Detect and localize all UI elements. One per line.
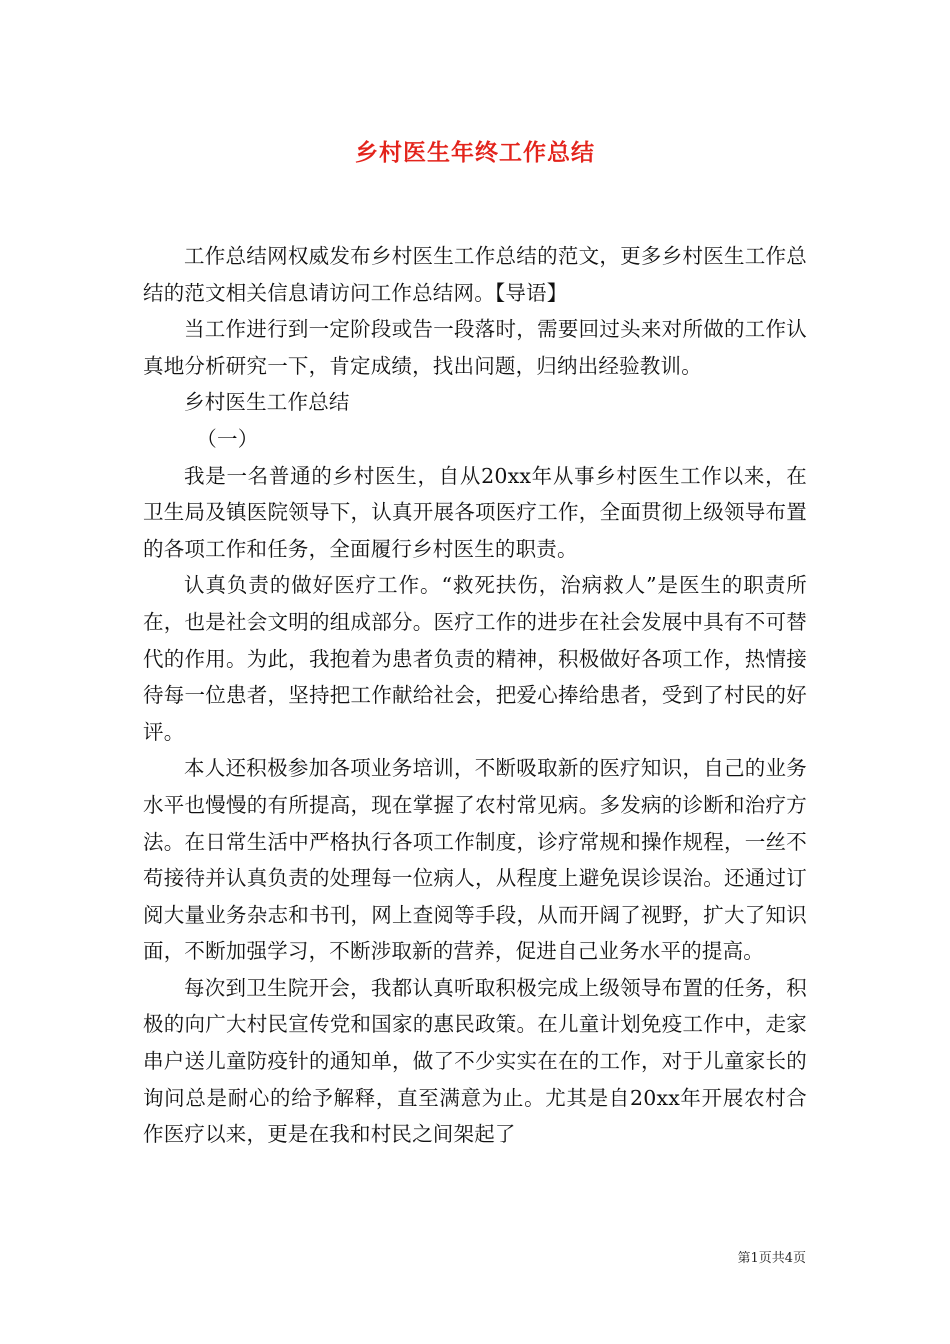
body-paragraph: 我是一名普通的乡村医生，自从20xx年从事乡村医生工作以来，在卫生局及镇医院领导下，认真开展各项医疗工作，全面贯彻上级领导布置的各项工作和任务，全面履行乡村医生的职责。 [143, 463, 807, 561]
document-title: 乡村医生年终工作总结 [355, 139, 595, 166]
preface-paragraph: 当工作进行到一定阶段或告一段落时，需要回过头来对所做的工作认真地分析研究一下，肯定成绩，找出问题，归纳出经验教训。 [143, 317, 807, 378]
document-body [143, 238, 807, 1153]
section-heading: 乡村医生工作总结 [184, 390, 350, 415]
body-paragraph: 每次到卫生院开会，我都认真听取积极完成上级领导布置的任务，积极的向广大村民宣传党和国家的惠民政策。在儿童计划免疫工作中，走家串户送儿童防疫针的通知单，做了不少实实在在的工作，对于儿童家长的询问总是耐心的给予解释，直至满意为止。尤其是自20xx年开展农村合作医疗以来，更是在我和村民之间架起了 [143, 975, 807, 1147]
intro-paragraph: 工作总结网权威发布乡村医生工作总结的范文，更多乡村医生工作总结的范文相关信息请访问工作总结网。【导语】 [143, 244, 807, 305]
page-number: 第1页共4页 [737, 1251, 806, 1266]
body-paragraph: 本人还积极参加各项业务培训，不断吸取新的医疗知识，自己的业务水平也慢慢的有所提高，现在掌握了农村常见病。多发病的诊断和治疗方法。在日常生活中严格执行各项工作制度，诊疗常规和操作规程，一丝不苟接待并认真负责的处理每一位病人，从程度上避免误诊误治。还通过订阅大量业务杂志和书刊，网上查阅等手段，从而开阔了视野，扩大了知识面，不断加强学习，不断涉取新的营养，促进自己业务水平的提高。 [143, 756, 807, 964]
body-paragraph: 认真负责的做好医疗工作。“救死扶伤，治病救人”是医生的职责所在，也是社会文明的组成部分。医疗工作的进步在社会发展中具有不可替代的作用。为此，我抱着为患者负责的精神，积极做好各项工作，热情接待每一位患者，坚持把工作献给社会，把爱心捧给患者，受到了村民的好评。 [143, 573, 807, 744]
section-number: （一） [196, 426, 259, 451]
